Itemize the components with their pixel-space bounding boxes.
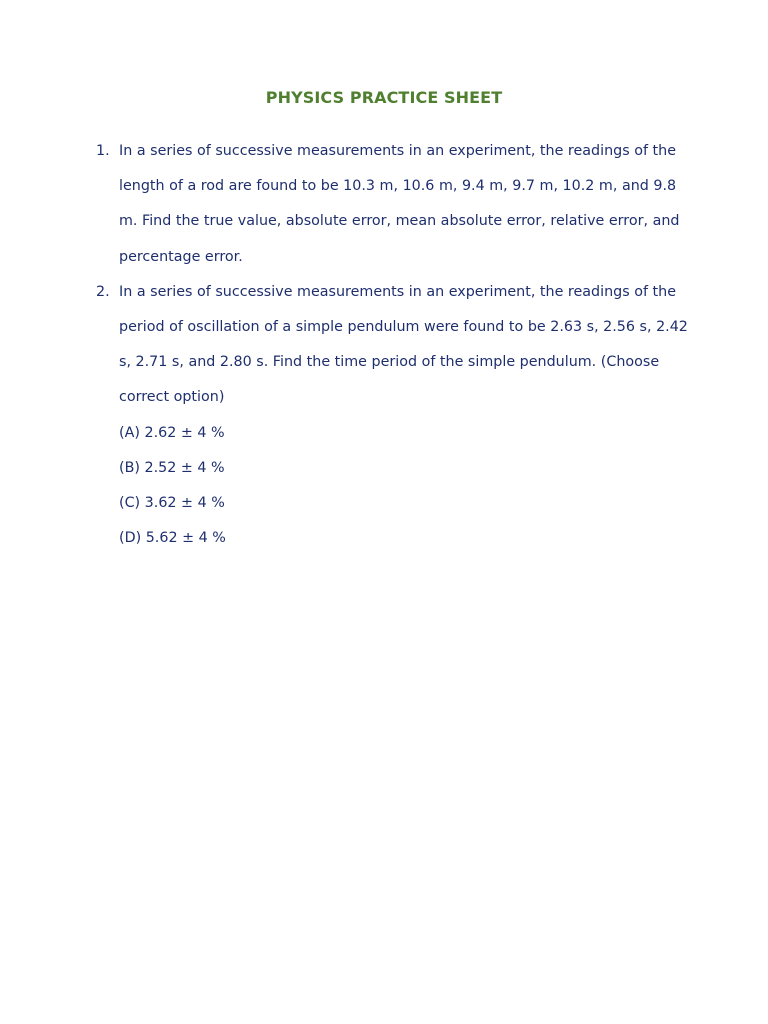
option-a: (A) 2.62 ± 4 % (119, 424, 225, 441)
option-d: (D) 5.62 ± 4 % (119, 530, 226, 547)
option-b: (B) 2.52 ± 4 % (119, 459, 225, 476)
question-number: 1. (96, 143, 110, 159)
question-item-2 (96, 275, 696, 557)
question-number: 2. (96, 283, 110, 300)
answer-options (119, 416, 696, 557)
question-text: In a series of successive measurements in an experiment, the readings of the period of oscillation of a simple pendulum were found to be 2.63 s, 2.56 s, 2.42 s, 2.71 s, and 2.80 s. Find the time period of the simple pendulum. (Choose correct option) (119, 283, 688, 406)
option-c: (C) 3.62 ± 4 % (119, 495, 225, 512)
question-item-1 (96, 134, 696, 275)
page-title: PHYSICS PRACTICE SHEET (265, 88, 503, 107)
question-text: In a series of successive measurements in an experiment, the readings of the length of a rod are found to be 10.3 m, 10.6 m, 9.4 m, 9.7 m, 10.2 m, and 9.8 m. Find the true value, absolute error, mean absolute error, relative error, and percentage error. (119, 143, 680, 265)
question-list (96, 134, 696, 556)
